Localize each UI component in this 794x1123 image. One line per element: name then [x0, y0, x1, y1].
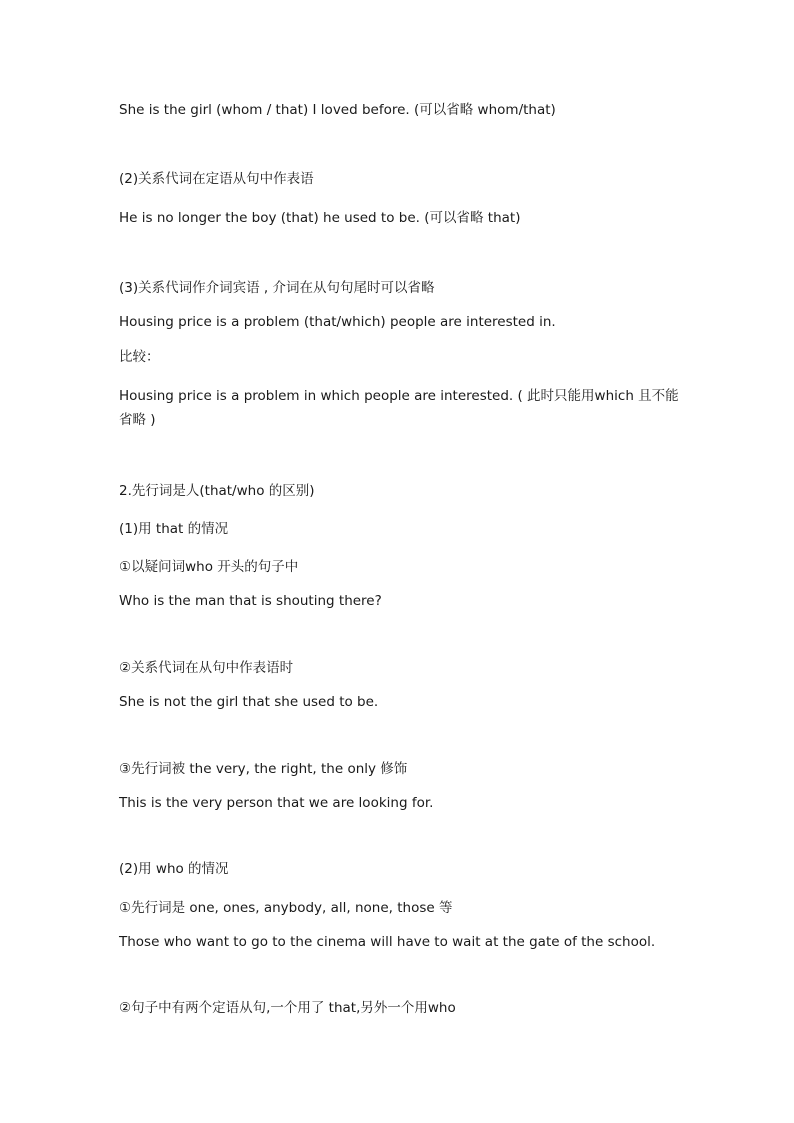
rule-predicative-clause: ②关系代词在从句中作表语时: [119, 660, 294, 676]
rule-interrogative-who: ①以疑问词who 开头的句子中: [119, 559, 299, 575]
rule-the-very: ③先行词被 the very, the right, the only 修饰: [119, 761, 408, 777]
compare-label: 比较：: [119, 349, 160, 365]
example-sentence-housing-price: Housing price is a problem (that/which) people are interested in.: [119, 314, 556, 330]
rule-antecedent-pronouns: ①先行词是 one, ones, anybody, all, none, those 等: [119, 900, 453, 916]
subheading-use-that: (1)用 that 的情况: [119, 521, 229, 537]
example-sentence-used-to-be: He is no longer the boy (that) he used to be. (可以省略 that): [119, 210, 521, 226]
example-sentence-whom-that: She is the girl (whom / that) I loved before. (可以省略 whom/that): [119, 102, 556, 118]
example-sentence-not-the-girl: She is not the girl that she used to be.: [119, 694, 379, 710]
example-sentence-cinema: Those who want to go to the cinema will have to wait at the gate of the school.: [119, 934, 656, 950]
subheading-use-who: (2)用 who 的情况: [119, 861, 229, 877]
example-sentence-shouting: Who is the man that is shouting there?: [119, 593, 382, 609]
heading-preposition-object: (3)关系代词作介词宾语 , 介词在从句句尾时可以省略: [119, 280, 435, 296]
rule-two-clauses: ②句子中有两个定语从句,一个用了 that,另外一个用who: [119, 1000, 456, 1016]
example-sentence-very-person: This is the very person that we are looking for.: [119, 795, 434, 811]
example-sentence-in-which: Housing price is a problem in which people are interested. ( 此时只能用which 且不能省略 ): [119, 388, 679, 428]
heading-predicative: (2)关系代词在定语从句中作表语: [119, 171, 314, 187]
heading-antecedent-person: 2.先行词是人(that/who 的区别): [119, 483, 315, 499]
